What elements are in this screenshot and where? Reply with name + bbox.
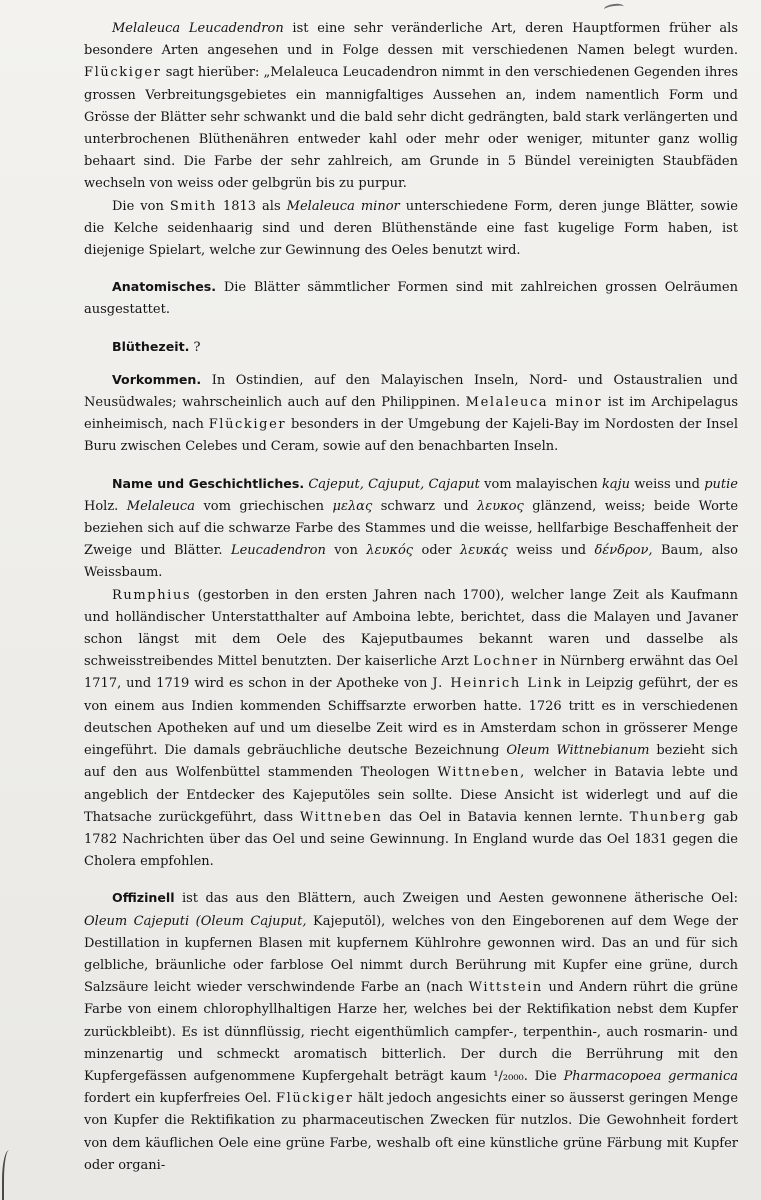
ink-mark bbox=[604, 3, 625, 14]
person-name: Rumphius bbox=[112, 587, 192, 603]
person-name: Thunberg bbox=[629, 809, 707, 825]
section-heading: Anatomisches. bbox=[112, 279, 217, 295]
person-name: Wittstein bbox=[468, 980, 543, 996]
person-name: Wittneben, bbox=[437, 765, 526, 781]
section-anatomisches: Anatomisches. Die Blätter sämmtlicher Formen sind mit zahlreichen grossen Oelräumen ausgestattet. bbox=[84, 279, 738, 318]
section-heading: Name und Geschichtliches. bbox=[112, 475, 305, 491]
person-name: Lochner bbox=[473, 654, 539, 670]
section-heading: Vorkommen. bbox=[112, 371, 202, 387]
fraction: ¹/₂₀₀₀. bbox=[493, 1068, 528, 1084]
section-bluethezeit: Blüthezeit. ? bbox=[112, 338, 201, 355]
section-offizinell: Offizinell ist das aus den Blättern, auch Zweigen und Aesten gewonnene ätherische Oel: Oleum Cajeputi (Oleum Cajuput, Kajeputöl), welches von den Eingeborenen auf dem Wege der Destillation in kupfernen Blasen mit kupfernem Kühlrohre gewonnen wird. Das an und für sich gelbliche, bräunliche oder farblose Oel nimmt durch Berührung mit Kupfer eine grüne, durch Salzsäure leicht wieder verschwindende Farbe an (nach Wittstein und Andern rührt die grüne Farbe von einem chlorophyllhaltigen Harze her, welches bei der Rektifikation nebst dem Kupfer zurückbleibt). Es ist dünnflüssig, riecht eigenthümlich campfer-, terpenthin-, auch rosmarin- und minzenartig und schmeckt aromatisch bitterlich. Der durch die Berrührung mit den Kupfergefässen aufgenommene Kupfergehalt beträgt kaum ¹/₂₀₀₀. Die Pharmacopoea germanica fordert ein kupferfreies Oel. Flückiger hält jedoch angesichts einer so äusserst geringen Menge von Kupfer die Rektifikation zu pharmaceutischen Zwecken für nutzlos. Die Gewohnheit fordert von dem käuflichen Oele eine grüne Farbe, weshalb oft eine künstliche grüne Färbung mit Kupfer oder organi- bbox=[84, 890, 739, 1173]
paragraph-description: Melaleuca Leucadendron ist eine sehr veränderliche Art, deren Hauptformen früher als besondere Arten angesehen und in Folge dessen mit verschiedenen Namen belegt wurden. Flückiger sagt hierüber: „Melaleuca Leucadendron nimmt in den verschiedenen Gegenden ihres grossen Verbreitungsgebietes ein mannigfaltiges Aussehen an, indem namentlich Form und Grösse der Blätter sehr schwankt und die bald sehr dicht gedrängten, bald stark verlängerten und unterbrochenen Blüthenähren entweder kahl oder mehr oder weniger, mitunter ganz wollig behaart sind. Die Farbe der sehr zahlreich, am Grunde in 5 Bündel vereinigten Staubfäden wechseln von weiss oder gelbgrün bis zu purpur. bbox=[84, 21, 738, 192]
paragraph-rumphius: Rumphius (gestorben in den ersten Jahren nach 1700), welcher lange Zeit als Kaufmann und holländischer Unterstatthalter auf Amboina lebte, berichtet, dass die Malayen und Javaner schon längst mit dem Oele des Kajeputbaumes bekannt waren und dasselbe als schweisstreibendes Mittel benutzten. Der kaiserliche Arzt Lochner in Nürnberg erwähnt das Oel 1717, und 1719 wird es schon in der Apotheke von J. Heinrich Link in Leipzig geführt, der es von einem aus Indien kommenden Schiffsarzte erworben hatte. 1726 tritt es in verschiedenen deutschen Apotheken auf und um dieselbe Zeit wird es in Amsterdam schon in grösserer Menge eingeführt. Die damals gebräuchliche deutsche Bezeichnung Oleum Wittnebianum bezieht sich auf den aus Wolfenbüttel stammenden Theologen Wittneben, welcher in Batavia lebte und angeblich der Entdecker des Kajeputöles sein sollte. Diese Ansicht ist widerlegt und auf die Thatsache zurückgeführt, dass Wittneben das Oel in Batavia kennen lernte. Thunberg gab 1782 Nachrichten über das Oel und seine Gewinnung. In England wurde das Oel 1831 gegen die Cholera empfohlen. bbox=[84, 587, 739, 870]
margin-mark bbox=[2, 1150, 14, 1200]
paragraph-smith: Die von Smith 1813 als Melaleuca minor unterschiedene Form, deren junge Blätter, sowie die Kelche seidenhaarig sind und deren Blüthenstände eine fast kugelige Form haben, ist diejenige Spielart, welche zur Gewinnung des Oeles benutzt wird. bbox=[84, 198, 738, 259]
person-name: Smith bbox=[169, 198, 217, 214]
section-heading: Blüthezeit. bbox=[112, 338, 190, 354]
section-vorkommen: Vorkommen. In Ostindien, auf den Malayischen Inseln, Nord- und Ostaustralien und Neusüdwales; wahrscheinlich auch auf den Philippinen. Melaleuca minor ist im Archipelagus einheimisch, nach Flückiger besonders in der Umgebung der Kajeli-Bay im Nordosten der Insel Buru zwischen Celebes und Ceram, sowie auf den benachbarten Inseln. bbox=[84, 371, 739, 455]
person-name: Wittneben bbox=[299, 809, 383, 825]
person-name: Flückiger bbox=[275, 1091, 354, 1107]
person-name: J. Heinrich Link bbox=[432, 676, 563, 692]
section-name-geschichtliches: Name und Geschichtliches. Cajeput, Cajuput, Cajaput vom malayischen kaju weiss und putie Holz. Melaleuca vom griechischen μελας schwarz und λευκος glänzend, weiss; beide Worte beziehen sich auf die schwarze Farbe des Stammes und die weisse, hellfarbige Beschaffenheit der Zweige und Blätter. Leucadendron von λευκός oder λευκάς weiss und δένδρον, Baum, also Weissbaum. bbox=[84, 475, 739, 581]
species-name: Melaleuca Leucadendron bbox=[112, 21, 284, 36]
person-name: Flückiger bbox=[84, 65, 162, 81]
body-text bbox=[84, 18, 738, 1177]
person-name: Flückiger bbox=[208, 417, 287, 433]
section-heading: Offizinell bbox=[112, 890, 175, 906]
